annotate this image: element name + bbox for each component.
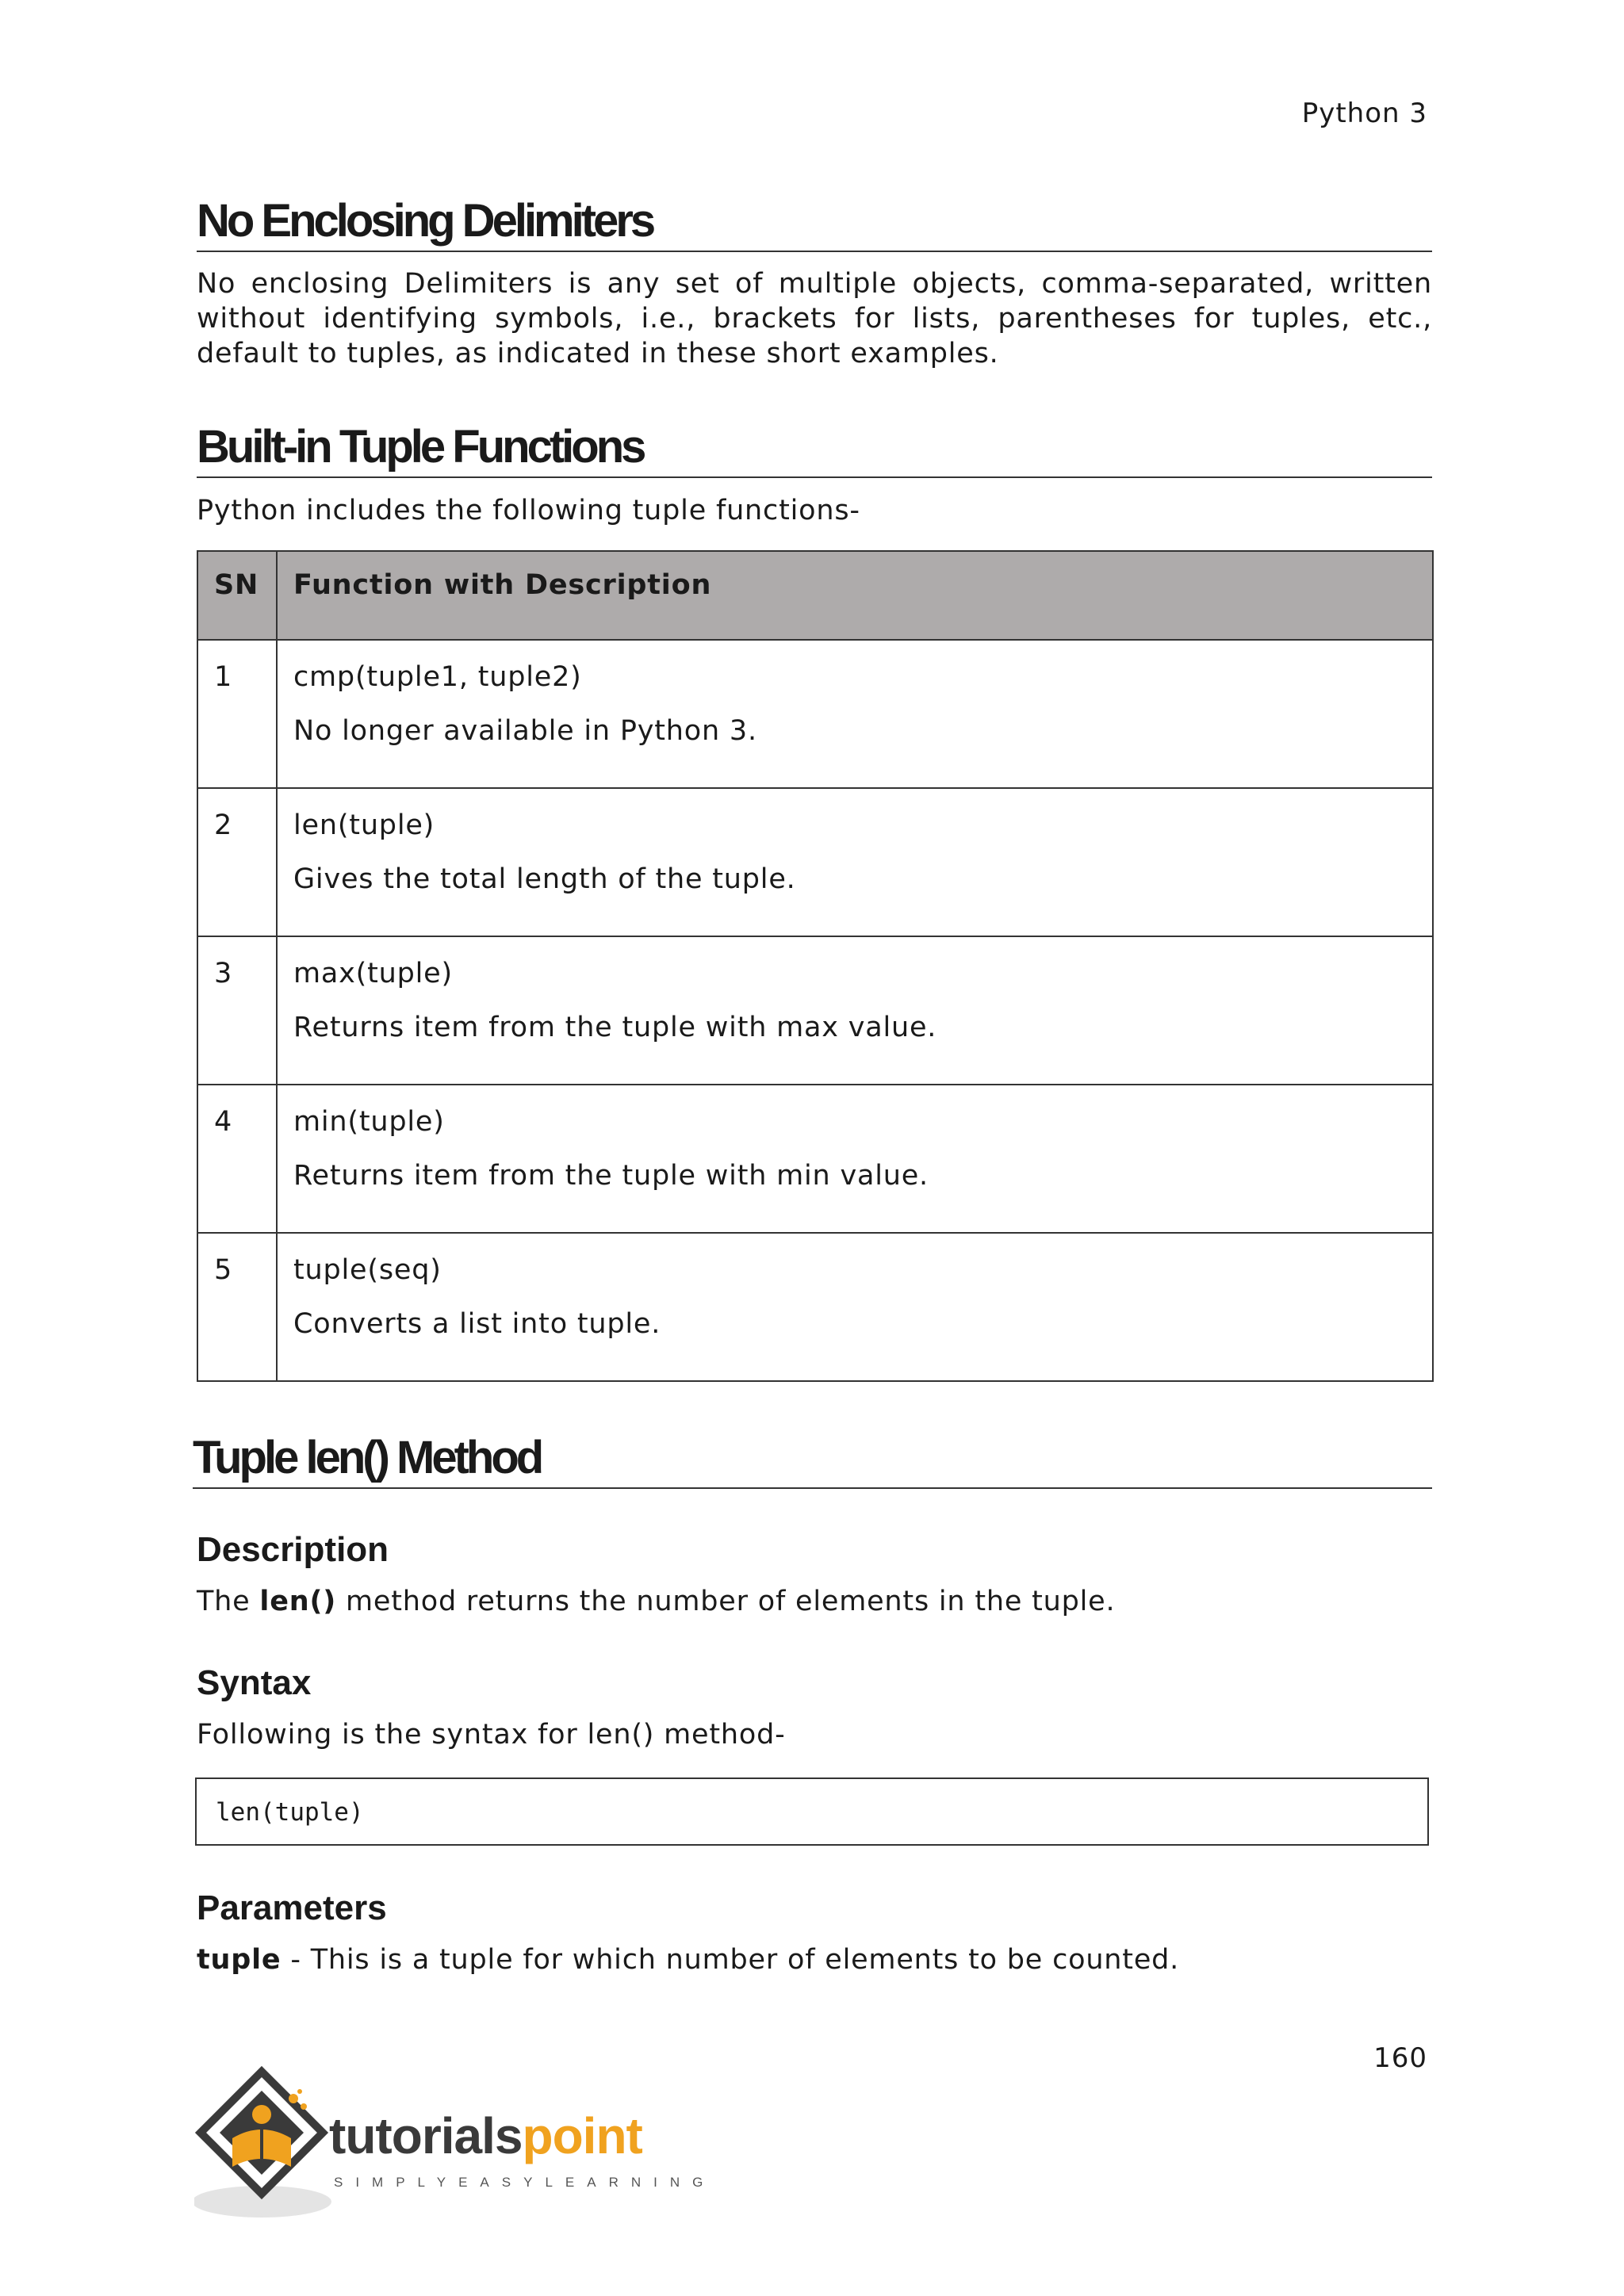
function-signature: len(tuple) — [293, 809, 435, 841]
running-header: Python 3 — [1301, 98, 1427, 129]
table-row — [197, 640, 1433, 788]
parameter-description: - This is a tuple for which number of elements to be counted. — [281, 1944, 1180, 1976]
row-sn: 3 — [197, 936, 277, 1085]
logo-wordmark — [329, 2107, 642, 2165]
row-function-cell — [277, 640, 1433, 788]
syntax-text: Following is the syntax for len() method- — [197, 1719, 786, 1751]
description-text — [197, 1586, 1115, 1617]
syntax-code-block: len(tuple) — [195, 1777, 1429, 1846]
column-header-sn: SN — [197, 551, 277, 640]
logo-wordmark-part2: point — [522, 2107, 642, 2164]
section-heading-tuple-len-method: Tuple len() Method — [193, 1435, 1432, 1489]
function-signature: min(tuple) — [293, 1106, 445, 1138]
subheading-parameters: Parameters — [197, 1888, 387, 1927]
logo-wordmark-part1: tutorials — [329, 2107, 523, 2164]
row-function-cell — [277, 1233, 1433, 1381]
logo-emblem-icon — [194, 2065, 337, 2224]
function-signature: tuple(seq) — [293, 1254, 442, 1286]
parameter-text — [197, 1944, 1179, 1976]
logo-tagline: SIMPLYEASYLEARNING — [334, 2175, 716, 2190]
row-sn: 5 — [197, 1233, 277, 1381]
section-heading-builtin-tuple-functions: Built-in Tuple Functions — [197, 424, 1432, 478]
row-function-cell — [277, 1085, 1433, 1233]
tuple-functions-table — [197, 550, 1434, 1382]
function-description: Converts a list into tuple. — [293, 1308, 661, 1340]
subheading-description: Description — [197, 1530, 389, 1569]
table-header-row — [197, 551, 1433, 640]
row-sn: 4 — [197, 1085, 277, 1233]
description-method-name: len() — [259, 1586, 337, 1617]
parameter-name: tuple — [197, 1944, 282, 1976]
section-paragraph: No enclosing Delimiters is any set of multiple objects, comma-separated, written without identifying symbols, i.e., brackets for lists, parentheses for tuples, etc., default to tuples, as indicated in these short examples. — [197, 268, 1432, 369]
table-row — [197, 1233, 1433, 1381]
description-text-after: method returns the number of elements in the tuple. — [336, 1586, 1116, 1617]
row-sn: 1 — [197, 640, 277, 788]
section-heading-no-enclosing-delimiters: No Enclosing Delimiters — [197, 198, 1432, 252]
section-intro: Python includes the following tuple functions- — [197, 495, 860, 526]
subheading-syntax: Syntax — [197, 1663, 312, 1702]
page-number: 160 — [1373, 2042, 1427, 2074]
tutorialspoint-logo — [194, 2065, 716, 2224]
function-description: No longer available in Python 3. — [293, 715, 757, 747]
function-description: Returns item from the tuple with min value. — [293, 1160, 929, 1192]
function-signature: cmp(tuple1, tuple2) — [293, 661, 582, 693]
function-description: Gives the total length of the tuple. — [293, 863, 796, 895]
description-text-before: The — [197, 1586, 260, 1617]
function-description: Returns item from the tuple with max value. — [293, 1012, 937, 1043]
row-sn: 2 — [197, 788, 277, 936]
table-row — [197, 788, 1433, 936]
row-function-cell — [277, 936, 1433, 1085]
table-row — [197, 1085, 1433, 1233]
row-function-cell — [277, 788, 1433, 936]
function-signature: max(tuple) — [293, 958, 453, 989]
table-row — [197, 936, 1433, 1085]
column-header-function: Function with Description — [277, 551, 1433, 640]
